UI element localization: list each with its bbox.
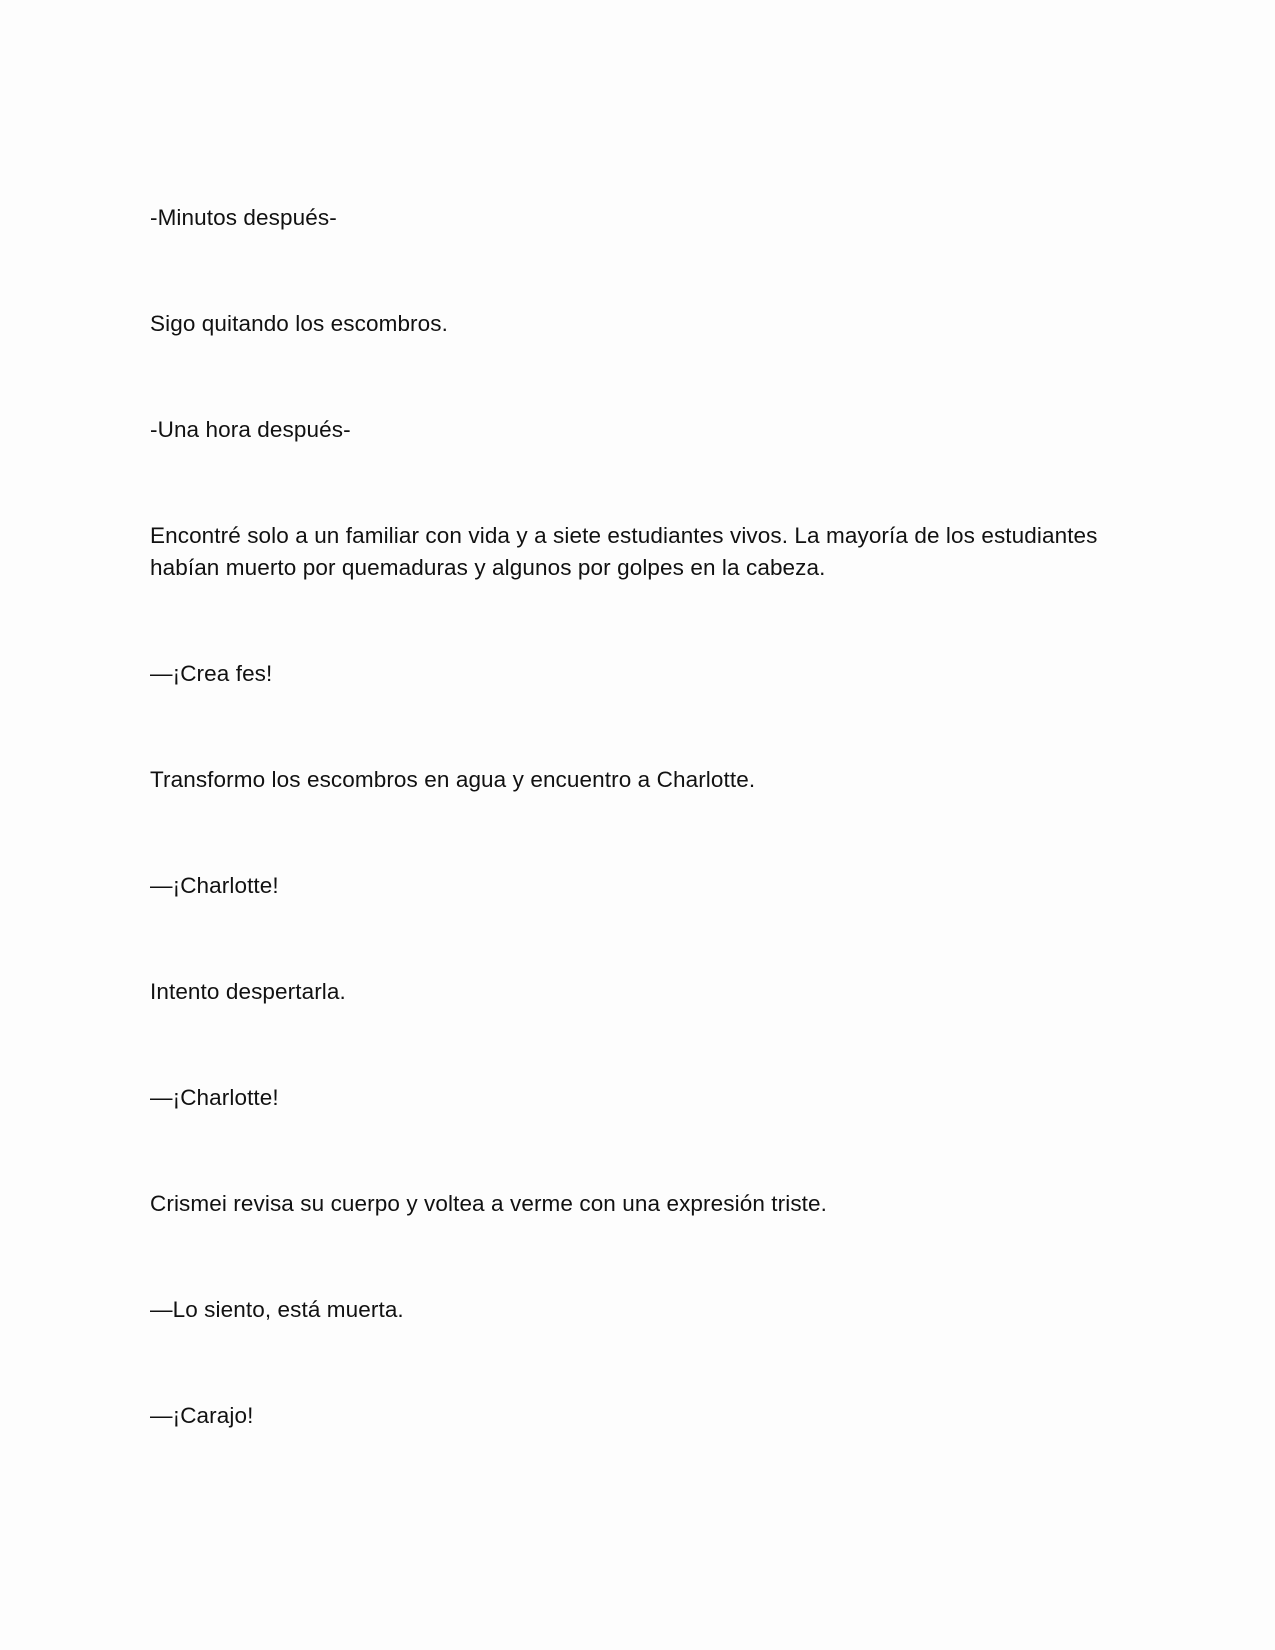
dialogue-line: —¡Charlotte! xyxy=(150,873,279,898)
narration-paragraph: Sigo quitando los escombros. xyxy=(150,311,448,336)
narration-paragraph: Intento despertarla. xyxy=(150,979,346,1004)
narration-paragraph: Crismei revisa su cuerpo y voltea a verme con una expresión triste. xyxy=(150,1191,827,1216)
dialogue-line: —¡Crea fes! xyxy=(150,661,273,686)
dialogue-line: —Lo siento, está muerta. xyxy=(150,1297,404,1322)
narration-paragraph: Transformo los escombros en agua y encuentro a Charlotte. xyxy=(150,767,756,792)
scene-break-hour-later: -Una hora después- xyxy=(150,417,351,442)
dialogue-line: —¡Carajo! xyxy=(150,1403,254,1428)
dialogue-line: —¡Charlotte! xyxy=(150,1085,279,1110)
narration-paragraph: Encontré solo a un familiar con vida y a siete estudiantes vivos. La mayoría de los estudiantes habían muerto por quemaduras y algunos por golpes en la cabeza. xyxy=(150,523,1098,580)
scene-break-minutes-later: -Minutos después- xyxy=(150,205,337,230)
